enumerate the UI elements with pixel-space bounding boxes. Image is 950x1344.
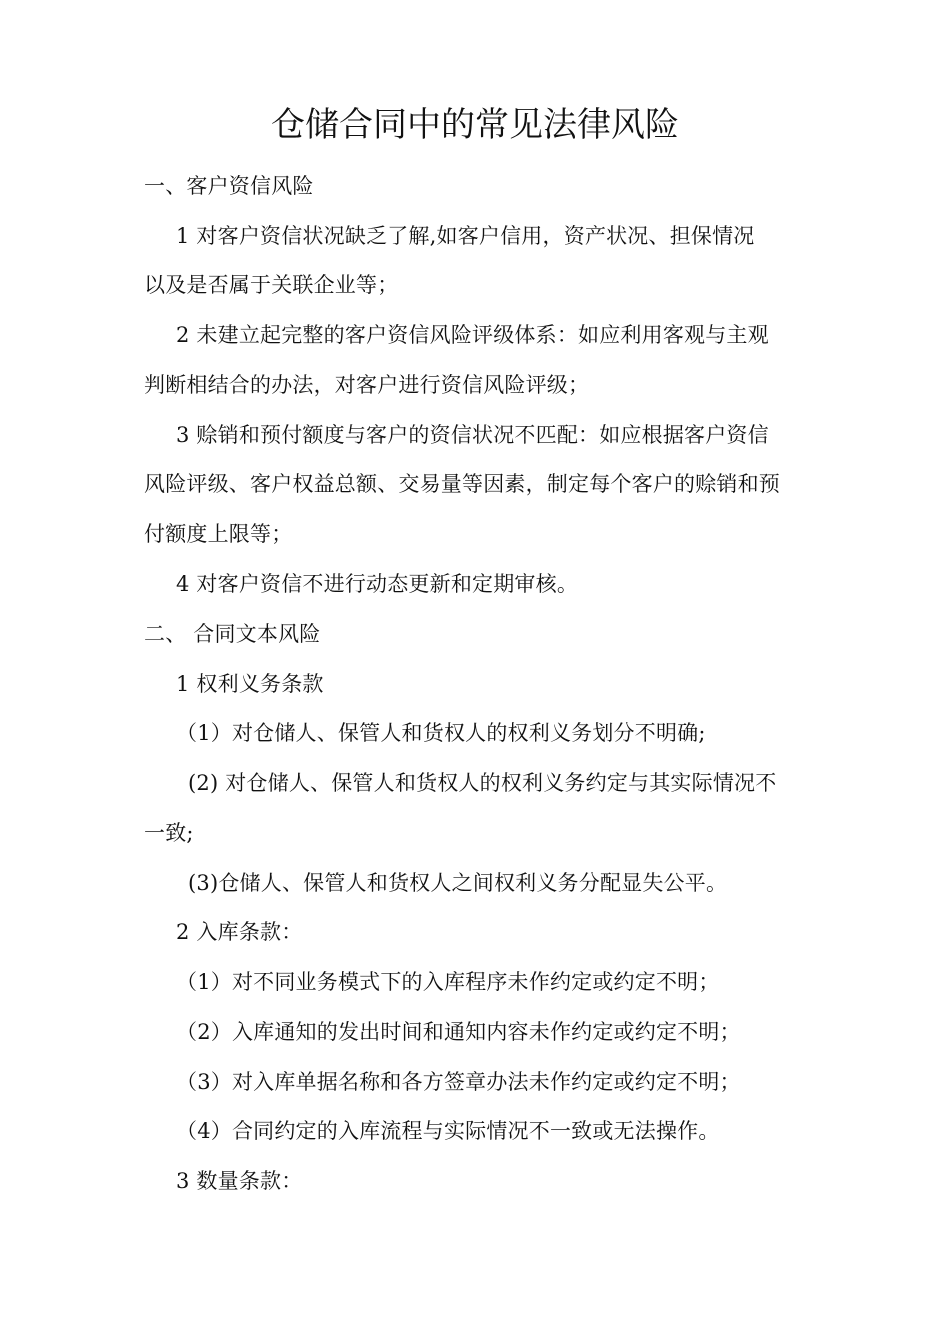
paragraph-line: 3 赊销和预付额度与客户的资信状况不匹配：如应根据客户资信: [176, 423, 769, 447]
paragraph-line: 判断相结合的办法，对客户进行资信风险评级；: [144, 373, 590, 397]
subsection-heading: 3 数量条款：: [176, 1169, 303, 1193]
paragraph-line: 付额度上限等；: [144, 522, 293, 546]
paragraph-line: 2 未建立起完整的客户资信风险评级体系：如应利用客观与主观: [176, 323, 769, 347]
list-item: （1）对仓储人、保管人和货权人的权利义务划分不明确;: [176, 721, 706, 745]
list-item: （1）对不同业务模式下的入库程序未作约定或约定不明；: [176, 970, 720, 994]
paragraph-line: 风险评级、客户权益总额、交易量等因素，制定每个客户的赊销和预: [144, 472, 780, 496]
list-item: （3）对入库单据名称和各方签章办法未作约定或约定不明；: [176, 1070, 741, 1094]
document-title: 仓储合同中的常见法律风险: [271, 105, 679, 145]
paragraph-line: 4 对客户资信不进行动态更新和定期审核。: [176, 572, 579, 596]
list-item: （2）入库通知的发出时间和通知内容未作约定或约定不明；: [176, 1020, 741, 1044]
paragraph-line: 以及是否属于关联企业等；: [144, 273, 399, 297]
list-item: （4）合同约定的入库流程与实际情况不一致或无法操作。: [176, 1119, 720, 1143]
paragraph-line: 一致;: [144, 821, 194, 845]
list-item: (3)仓储人、保管人和货权人之间权利义务分配显失公平。: [188, 871, 728, 895]
subsection-heading: 1 权利义务条款: [176, 672, 324, 696]
list-item: (2) 对仓储人、保管人和货权人的权利义务约定与其实际情况不: [188, 771, 777, 795]
paragraph-line: 1 对客户资信状况缺乏了解,如客户信用，资产状况、担保情况: [176, 224, 755, 248]
section-heading-2: 二、 合同文本风险: [144, 622, 321, 646]
subsection-heading: 2 入库条款：: [176, 920, 303, 944]
section-heading-1: 一、客户资信风险: [144, 174, 314, 198]
